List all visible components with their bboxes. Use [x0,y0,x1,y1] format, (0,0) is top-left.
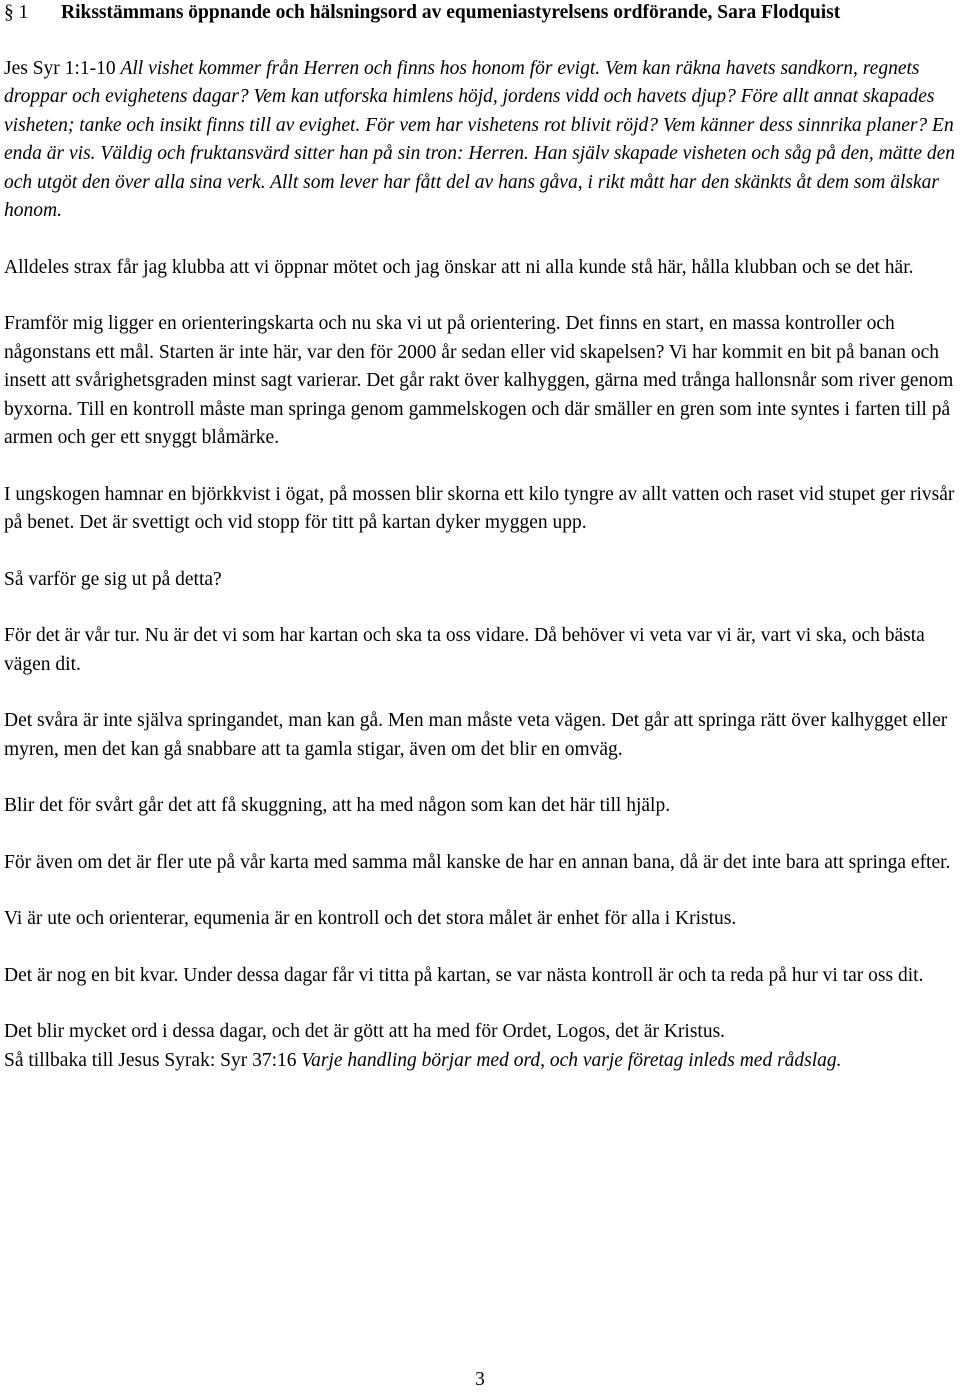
body-paragraph: Så varför ge sig ut på detta? [4,568,222,590]
closing-paragraph [4,1047,956,1076]
section-title: Riksstämmans öppnande och hälsningsord av equmeniastyrelsens ordförande, Sara Flodquist [61,2,841,23]
document-page [4,0,956,1075]
closing-quote: Varje handling börjar med ord, och varje företag inleds med rådslag. [301,1049,842,1071]
body-paragraph: Blir det för svårt går det att få skuggning, att ha med någon som kan det här till hjälp. [4,795,671,816]
scripture-reference: Jes Syr 1:1-10 [4,57,121,79]
body-paragraph: För det är vår tur. Nu är det vi som har kartan och ska ta oss vidare. Då behöver vi veta var vi är, vart vi ska, och bästa vägen dit. [4,625,925,675]
closing-lead: Så tillbaka till Jesus Syrak: Syr 37:16 [4,1049,302,1071]
body-paragraph: Vi är ute och orienterar, equmenia är en kontroll och det stora målet är enhet för alla i Kristus. [4,908,737,929]
body-paragraph: Alldeles strax får jag klubba att vi öppnar mötet och jag önskar att ni alla kunde stå här, hålla klubban och se det här. [4,256,914,278]
body-paragraph: För även om det är fler ute på vår karta med samma mål kanske de har en annan bana, då är det inte bara att springa efter. [4,851,951,873]
section-number: § 1 [4,2,29,23]
body-paragraph: I ungskogen hamnar en björkkvist i ögat, på mossen blir skorna ett kilo tyngre av allt vatten och raset vid stupet ger rivsår på benet. Det är svettigt och vid stopp för titt på kartan dyker myggen upp. [4,483,955,533]
scripture-quote-text: All vishet kommer från Herren och finns hos honom för evigt. Vem kan räkna havets sandkorn, regnets droppar och evighetens dagar? Vem kan utforska himlens höjd, jordens vidd och havets djup? Före allt annat skapades visheten; tanke och insikt finns till av evighet. För vem har vishetens rot blivit röjd? Vem känner dess sinnrika planer? En enda är vis. Väldig och fruktansvärd sitter han på sin tron: Herren. Han själv skapade visheten och såg på den, mätte den och utgöt den över alla sina verk. Allt som lever har fått del av hans gåva, i rikt mått har den skänkts åt dem som älskar honom. [4,57,956,221]
body-paragraph: Det är nog en bit kvar. Under dessa dagar får vi titta på kartan, se var nästa kontroll är och ta reda på hur vi tar oss dit. [4,964,924,986]
scripture-quote-paragraph [4,55,956,226]
body-paragraph: Framför mig ligger en orienteringskarta och nu ska vi ut på orientering. Det finns en start, en massa kontroller och någonstans ett mål. Starten är inte här, var den för 2000 år sedan eller vid skapelsen? Vi har kommit en bit på banan och insett att svårighetsgraden minst sagt varierar. Det går rakt över kalhyggen, gärna med trånga hallonsnår som river genom byxorna. Till en kontroll måste man springa genom gammelskogen och där smäller en gren som inte syntes i farten till på armen och ger ett snyggt blåmärke. [4,313,954,448]
section-heading [4,0,956,28]
body-paragraph: Det svåra är inte själva springandet, man kan gå. Men man måste veta vägen. Det går att springa rätt över kalhygget eller myren, men det kan gå snabbare att ta gamla stigar, även om det blir en omväg. [4,710,948,760]
body-paragraph: Det blir mycket ord i dessa dagar, och det är gött att ha med för Ordet, Logos, det är Kristus. [4,1021,726,1042]
page-number: 3 [475,1369,485,1390]
